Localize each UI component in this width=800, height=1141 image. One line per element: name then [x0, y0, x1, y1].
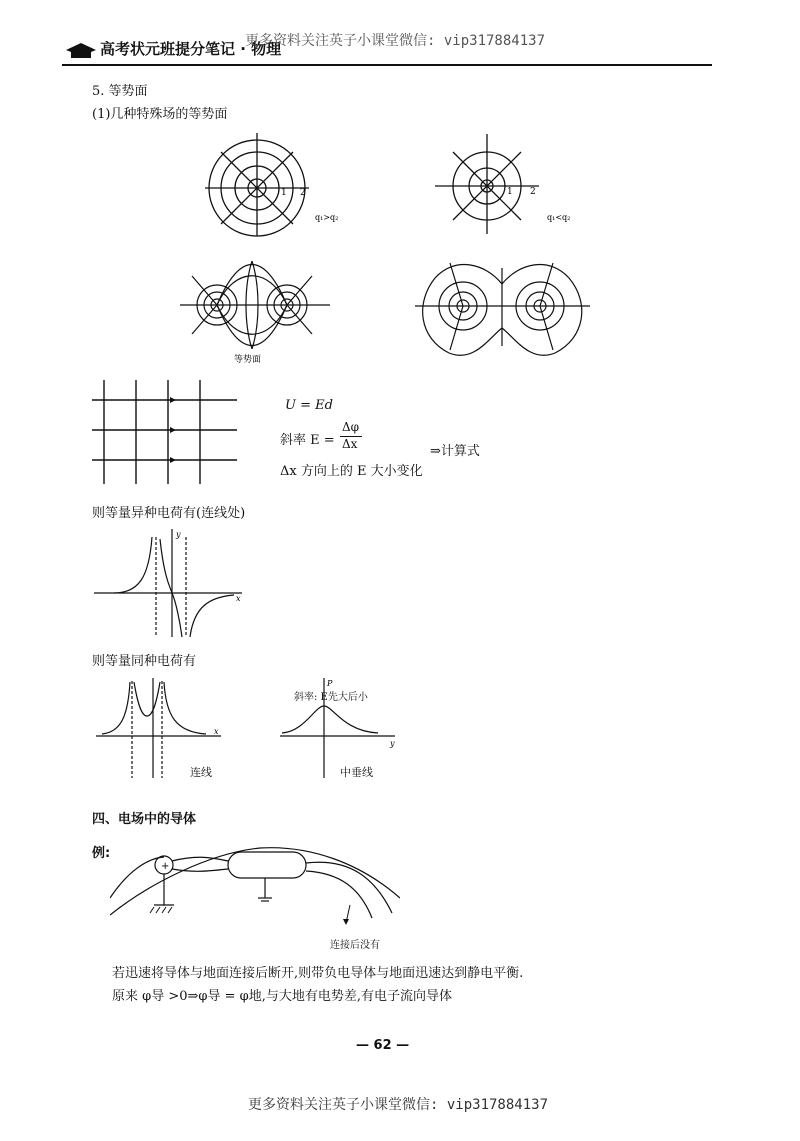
- conductor-explanation-line1: 若迅速将导体与地面连接后断开,则带负电导体与地面迅速达到静电平衡.: [112, 966, 524, 981]
- slope-note: 斜率: E先大后小: [294, 692, 368, 703]
- point-charge-equipotential-figure-1: [205, 128, 340, 238]
- positive-charge-sign: +: [161, 861, 170, 872]
- opp-axis-y: y: [176, 530, 181, 539]
- section-heading-conductor: 四、电场中的导体: [92, 812, 197, 827]
- ring-label-1b: 1: [507, 187, 513, 197]
- header-rule: [62, 64, 712, 66]
- header-logo-icon: [64, 42, 98, 60]
- after-connect-label: 连接后没有: [330, 940, 380, 951]
- formula-u-ed: U = Ed: [285, 398, 333, 413]
- section-heading-equipotential: 5. 等势面: [92, 84, 148, 99]
- dipole-caption: 等势面: [234, 355, 262, 365]
- charge-compare-label-2: q₁<q₂: [547, 213, 571, 222]
- header-title: 高考状元班提分笔记 · 物理: [100, 40, 282, 58]
- page-number: — 62 —: [356, 1038, 410, 1053]
- heading-same-charges: 则等量同种电荷有: [92, 654, 197, 669]
- ring-label-2: 2: [300, 188, 306, 198]
- dipole-equipotential-figure: [180, 256, 330, 366]
- formula-denominator: Δx: [342, 437, 358, 451]
- opp-axis-x: x: [236, 594, 241, 603]
- footer-watermark: 更多资料关注英子小课堂微信: vip317884137: [248, 1097, 549, 1113]
- caption-perpendicular: 中垂线: [340, 766, 373, 779]
- formula-arrow-text: ⇒计算式: [430, 444, 480, 459]
- conductor-explanation-line2: 原来 φ导 >0⇒φ导 = φ地,与大地有电势差,有电子流向导体: [112, 989, 453, 1004]
- example-label: 例:: [92, 846, 111, 861]
- same-axis-p: P: [327, 679, 333, 688]
- subheading-special-fields: (1)几种特殊场的等势面: [92, 107, 228, 122]
- point-charge-equipotential-figure-2: [435, 130, 575, 238]
- charge-compare-label-1: q₁>q₂: [315, 213, 339, 222]
- like-charges-equipotential-figure: [415, 258, 590, 366]
- formula-numerator: Δφ: [342, 420, 360, 434]
- same-axis-y: y: [390, 739, 395, 748]
- opposite-charges-potential-graph: [94, 527, 244, 642]
- ring-label-2b: 2: [530, 187, 536, 197]
- heading-opposite-charges: 则等量异种电荷有(连线处): [92, 506, 246, 521]
- caption-connecting-line: 连线: [190, 766, 212, 779]
- ring-label-1: 1: [281, 188, 287, 198]
- header-watermark: 更多资料关注英子小课堂微信: vip317884137: [245, 33, 546, 49]
- same-axis-x: x: [214, 727, 219, 736]
- conductor-example-figure: [110, 843, 400, 938]
- formula-slope-label: 斜率 E =: [280, 433, 335, 448]
- uniform-field-grid-figure: [92, 378, 237, 488]
- formula-note: Δx 方向上的 E 大小变化: [280, 464, 423, 479]
